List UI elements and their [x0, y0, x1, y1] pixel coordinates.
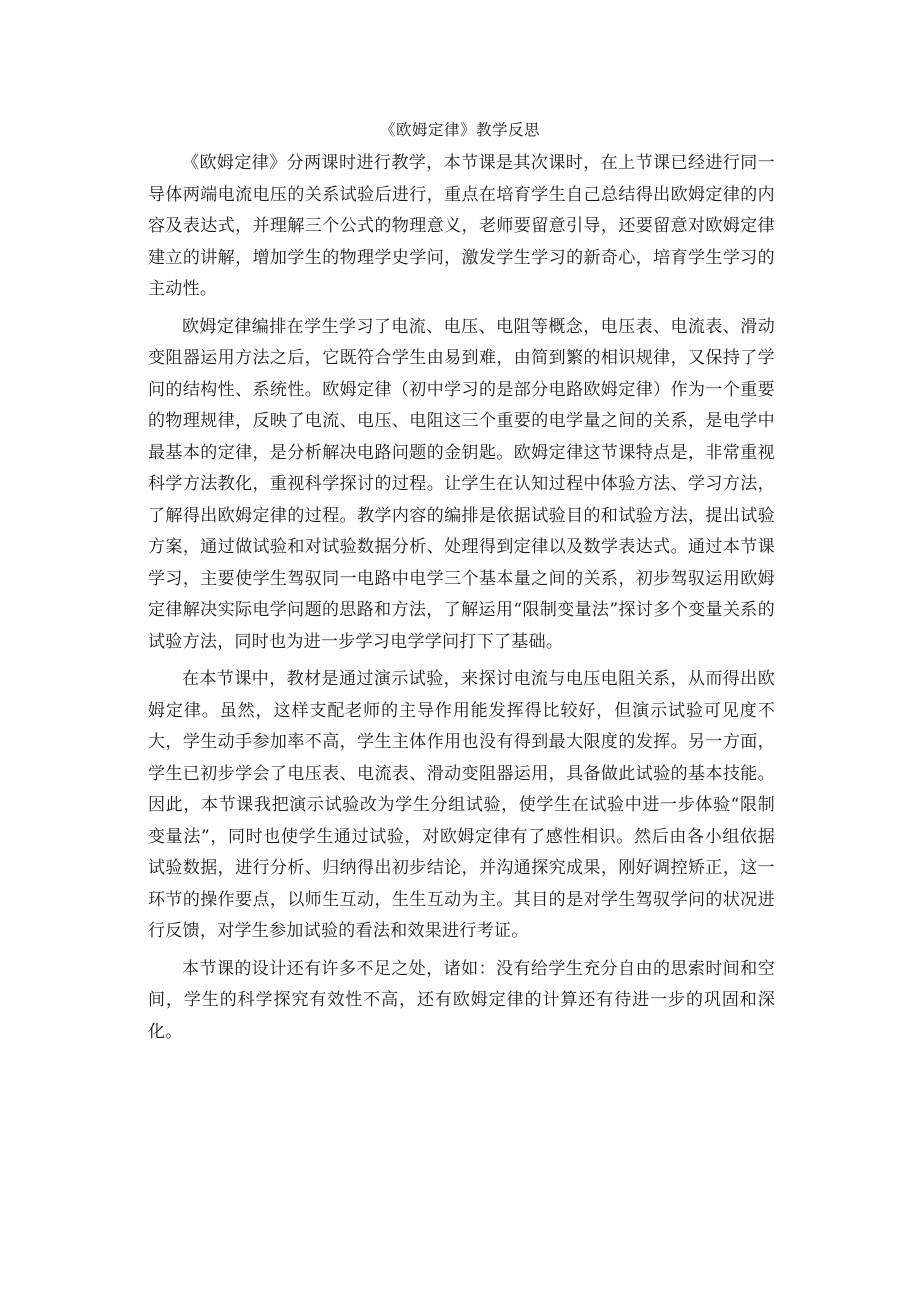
document-title: 《欧姆定律》教学反思: [379, 121, 540, 139]
paragraph-4: 本节课的设计还有许多不足之处，诸如：没有给学生充分自由的思索时间和空间，学生的科学探究有效性不高，还有欧姆定律的计算还有待进一步的巩固和深化。: [148, 958, 775, 1042]
paragraph-1: 《欧姆定律》分两课时进行教学，本节课是其次课时，在上节课已经进行同一导体两端电流电压的关系试验后进行，重点在培育学生自己总结得出欧姆定律的内容及表达式，并理解三个公式的物理意义，老师要留意引导，还要留意对欧姆定律建立的讲解，增加学生的物理学史学问，激发学生学习的新奇心，培育学生学习的主动性。: [148, 153, 775, 299]
paragraph-3: 在本节课中，教材是通过演示试验，来探讨电流与电压电阻关系，从而得出欧姆定律。虽然，这样支配老师的主导作用能发挥得比较好，但演示试验可见度不大，学生动手参加率不高，学生主体作用也没有得到最大限度的发挥。另一方面，学生已初步学会了电压表、电流表、滑动变阻器运用，具备做此试验的基本技能。因此，本节课我把演示试验改为学生分组试验，使学生在试验中进一步体验“限制变量法”，同时也使学生通过试验，对欧姆定律有了感性相识。然后由各小组依据试验数据，进行分析、归纳得出初步结论，并沟通探究成果，刚好调控矫正，这一环节的操作要点，以师生互动，生生互动为主。其目的是对学生驾驭学问的状况进行反馈，对学生参加试验的看法和效果进行考证。: [148, 669, 775, 941]
paragraph-2: 欧姆定律编排在学生学习了电流、电压、电阻等概念，电压表、电流表、滑动变阻器运用方法之后，它既符合学生由易到难，由简到繁的相识规律，又保持了学问的结构性、系统性。欧姆定律（初中学习的是部分电路欧姆定律）作为一个重要的物理规律，反映了电流、电压、电阻这三个重要的电学量之间的关系，是电学中最基本的定律，是分析解决电路问题的金钥匙。欧姆定律这节课特点是，非常重视科学方法教化，重视科学探讨的过程。让学生在认知过程中体验方法、学习方法，了解得出欧姆定律的过程。教学内容的编排是依据试验目的和试验方法，提出试验方案，通过做试验和对试验数据分析、处理得到定律以及数学表达式。通过本节课学习，主要使学生驾驭同一电路中电学三个基本量之间的关系，初步驾驭运用欧姆定律解决实际电学问题的思路和方法，了解运用“限制变量法”探讨多个变量关系的试验方法，同时也为进一步学习电学学问打下了基础。: [148, 316, 775, 652]
document-body: [148, 148, 775, 1054]
